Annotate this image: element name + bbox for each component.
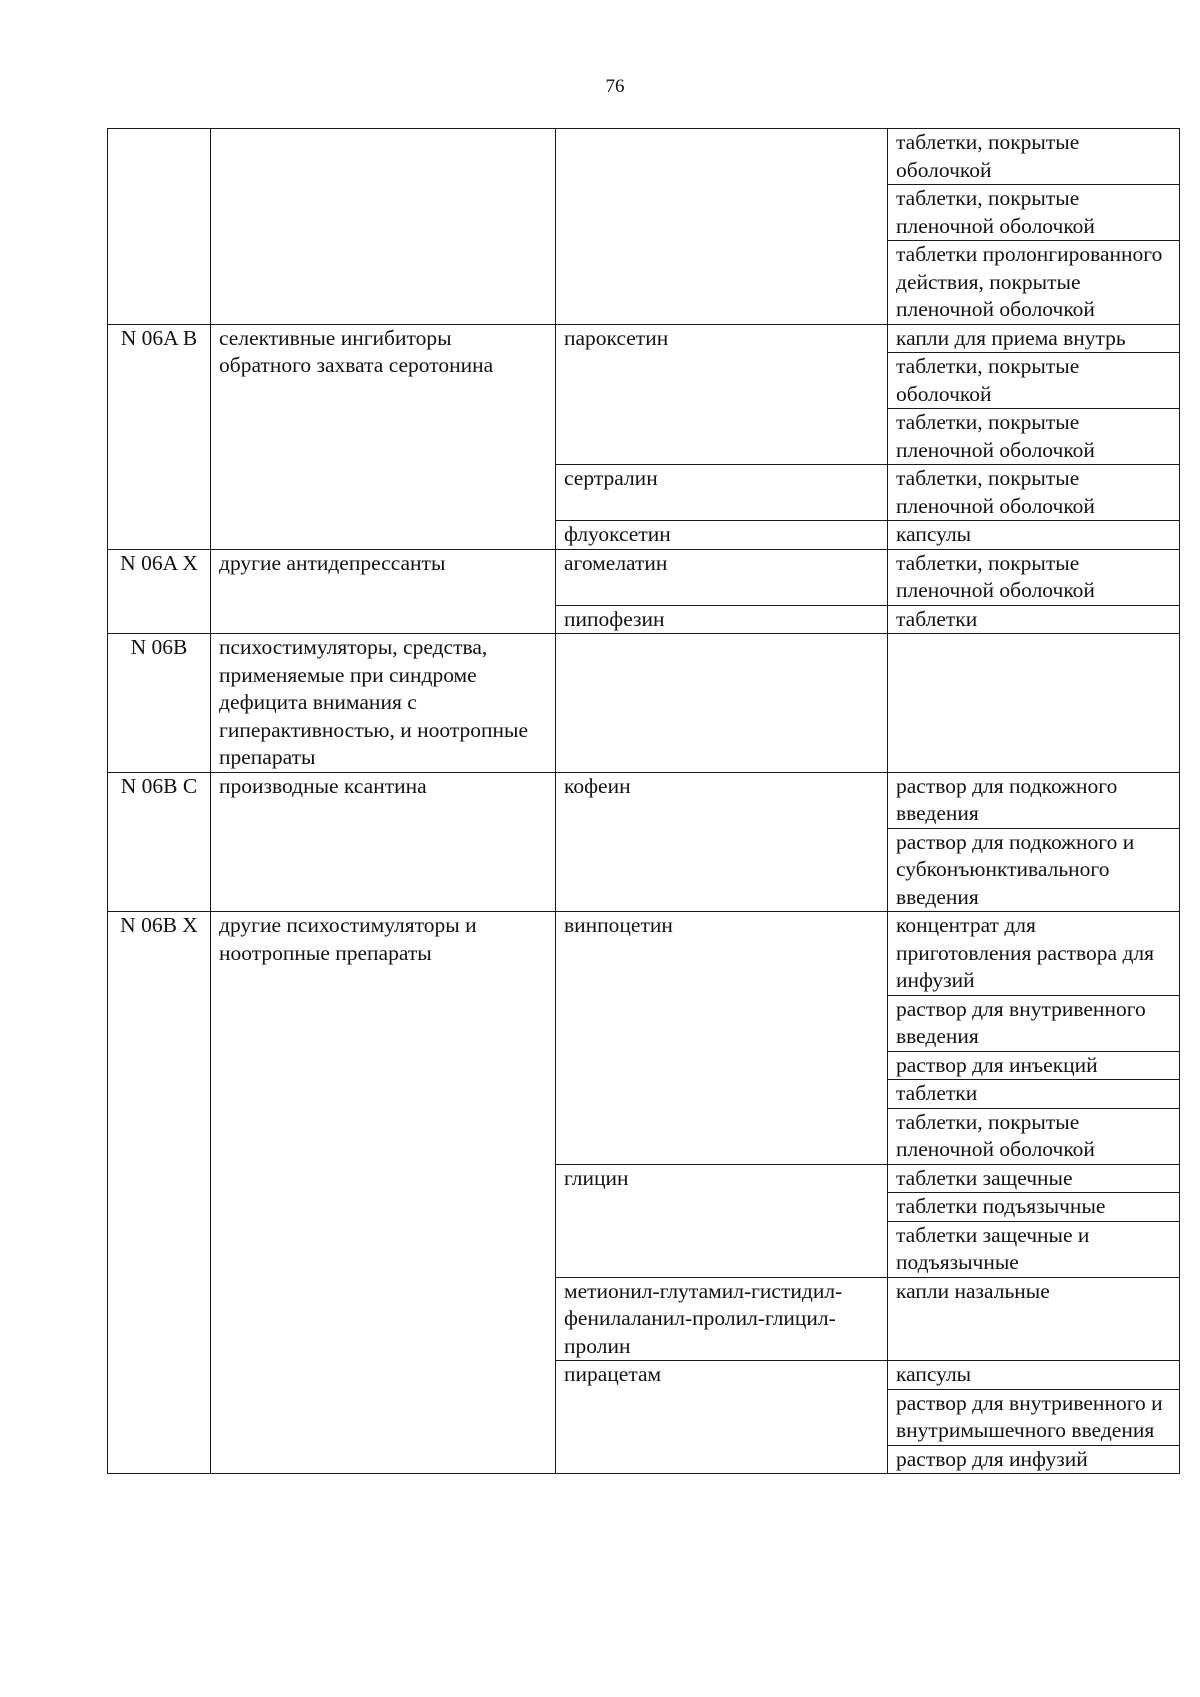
dosage-form-cell: капсулы (888, 1361, 1180, 1390)
dosage-form-cell: таблетки, покрытые пленочной оболочкой (888, 549, 1180, 605)
dosage-form-cell: таблетки (888, 605, 1180, 634)
dosage-form-cell: раствор для внутривенного и внутримышечного введения (888, 1389, 1180, 1445)
dosage-form-cell: таблетки защечные и подъязычные (888, 1221, 1180, 1277)
drug-name-cell: кофеин (556, 772, 888, 912)
atc-code-cell: N 06A X (108, 549, 211, 634)
dosage-form-cell: таблетки, покрытые пленочной оболочкой (888, 1108, 1180, 1164)
drug-name-cell: метионил-глутамил-гистидил-фенилаланил-пролил-глицил-пролин (556, 1277, 888, 1361)
dosage-form-cell: капли назальные (888, 1277, 1180, 1361)
atc-code-cell (108, 129, 211, 325)
group-name-cell: другие психостимуляторы и ноотропные препараты (211, 912, 556, 1474)
drug-name-cell: агомелатин (556, 549, 888, 605)
atc-code-cell: N 06B X (108, 912, 211, 1474)
dosage-form-cell: таблетки (888, 1080, 1180, 1109)
dosage-form-cell: раствор для инфузий (888, 1445, 1180, 1474)
dosage-form-cell: таблетки, покрытые пленочной оболочкой (888, 185, 1180, 241)
dosage-form-cell: таблетки пролонгированного действия, покрытые пленочной оболочкой (888, 241, 1180, 325)
dosage-form-cell: раствор для внутривенного введения (888, 995, 1180, 1051)
group-name-cell: другие антидепрессанты (211, 549, 556, 634)
group-name-cell: производные ксантина (211, 772, 556, 912)
dosage-form-cell: концентрат для приготовления раствора для инфузий (888, 912, 1180, 996)
dosage-form-cell: таблетки, покрытые оболочкой (888, 353, 1180, 409)
dosage-form-cell: капли для приема внутрь (888, 324, 1180, 353)
dosage-form-cell: таблетки защечные (888, 1164, 1180, 1193)
dosage-form-cell: таблетки подъязычные (888, 1193, 1180, 1222)
dosage-form-cell: раствор для подкожного и субконъюнктивального введения (888, 828, 1180, 912)
dosage-form-cell: таблетки, покрытые оболочкой (888, 129, 1180, 185)
dosage-form-cell (888, 634, 1180, 773)
drug-name-cell (556, 129, 888, 325)
page-number: 76 (605, 76, 625, 97)
dosage-form-cell: раствор для подкожного введения (888, 772, 1180, 828)
drug-name-cell: пароксетин (556, 324, 888, 465)
dosage-form-cell: раствор для инъекций (888, 1051, 1180, 1080)
drug-name-cell: флуоксетин (556, 521, 888, 550)
drug-name-cell: сертралин (556, 465, 888, 521)
drug-table (107, 128, 1180, 1474)
group-name-cell: психостимуляторы, средства, применяемые при синдроме дефицита внимания с гиперактивностью, и ноотропные препараты (211, 634, 556, 773)
group-name-cell: селективные ингибиторы обратного захвата серотонина (211, 324, 556, 549)
drug-name-cell (556, 634, 888, 773)
drug-name-cell: пирацетам (556, 1361, 888, 1474)
drug-name-cell: пипофезин (556, 605, 888, 634)
dosage-form-cell: таблетки, покрытые пленочной оболочкой (888, 465, 1180, 521)
atc-code-cell: N 06B C (108, 772, 211, 912)
drug-name-cell: винпоцетин (556, 912, 888, 1165)
atc-code-cell: N 06A B (108, 324, 211, 549)
drug-name-cell: глицин (556, 1164, 888, 1277)
group-name-cell (211, 129, 556, 325)
dosage-form-cell: капсулы (888, 521, 1180, 550)
atc-code-cell: N 06B (108, 634, 211, 773)
dosage-form-cell: таблетки, покрытые пленочной оболочкой (888, 409, 1180, 465)
